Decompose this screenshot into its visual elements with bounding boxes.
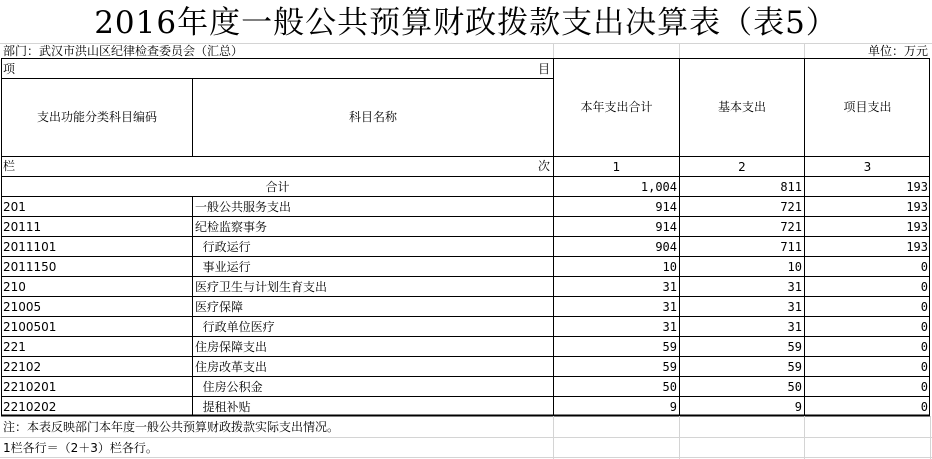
row-name: 医疗保障 bbox=[195, 300, 244, 314]
row-project: 0 bbox=[920, 300, 928, 314]
row-project: 193 bbox=[906, 240, 928, 254]
header-code-column: 支出功能分类科目编码 bbox=[36, 110, 157, 124]
row-name: 事业运行 bbox=[195, 260, 251, 274]
row-name: 住房保障支出 bbox=[195, 340, 268, 354]
row-project: 0 bbox=[920, 280, 928, 294]
row-project: 193 bbox=[906, 220, 928, 234]
total-row-total: 1,004 bbox=[640, 180, 677, 194]
column-index-2: 2 bbox=[738, 160, 746, 174]
row-basic: 50 bbox=[787, 380, 802, 394]
header-xiang: 项 bbox=[3, 62, 16, 76]
row-project: 0 bbox=[920, 320, 928, 334]
row-total: 9 bbox=[669, 400, 677, 414]
header-total-column: 本年支出合计 bbox=[580, 100, 653, 114]
row-name: 提租补贴 bbox=[195, 400, 251, 414]
header-lan: 栏 bbox=[3, 159, 16, 173]
row-basic: 59 bbox=[787, 340, 802, 354]
row-code: 22102 bbox=[3, 360, 42, 374]
row-basic: 721 bbox=[780, 220, 802, 234]
row-total: 914 bbox=[655, 200, 677, 214]
row-basic: 59 bbox=[787, 360, 802, 374]
row-total: 31 bbox=[662, 280, 677, 294]
header-project-column: 项目支出 bbox=[843, 100, 892, 114]
row-name: 医疗卫生与计划生育支出 bbox=[195, 280, 328, 294]
row-project: 0 bbox=[920, 380, 928, 394]
table-title: 2016年度一般公共预算财政拨款支出决算表（表5） bbox=[94, 5, 838, 41]
row-project: 0 bbox=[920, 340, 928, 354]
row-code: 201 bbox=[3, 200, 26, 214]
column-index-3: 3 bbox=[863, 160, 872, 174]
total-row-label: 合计 bbox=[265, 180, 290, 194]
row-total: 59 bbox=[662, 360, 677, 374]
unit-label: 单位：万元 bbox=[867, 44, 928, 58]
row-total: 904 bbox=[655, 240, 677, 254]
row-basic: 31 bbox=[787, 320, 802, 334]
row-code: 21005 bbox=[3, 300, 42, 314]
row-total: 10 bbox=[662, 260, 677, 274]
row-name: 一般公共服务支出 bbox=[195, 200, 292, 214]
row-name: 行政单位医疗 bbox=[195, 320, 275, 334]
row-code: 2011150 bbox=[3, 260, 57, 274]
row-total: 59 bbox=[662, 340, 677, 354]
row-code: 2011101 bbox=[3, 240, 57, 254]
total-row-project: 193 bbox=[906, 180, 928, 194]
row-total: 31 bbox=[662, 320, 677, 334]
row-basic: 711 bbox=[780, 240, 802, 254]
row-total: 31 bbox=[662, 300, 677, 314]
row-project: 0 bbox=[920, 260, 928, 274]
row-basic: 9 bbox=[794, 400, 802, 414]
row-project: 0 bbox=[920, 400, 928, 414]
row-name: 住房改革支出 bbox=[195, 360, 268, 374]
row-total: 50 bbox=[662, 380, 677, 394]
row-code: 20111 bbox=[3, 220, 42, 234]
department-label: 部门：武汉市洪山区纪律检查委员会（汇总） bbox=[3, 44, 244, 58]
header-ci: 次 bbox=[538, 159, 551, 173]
footnote-1: 注：本表反映部门本年度一般公共预算财政拨款实际支出情况。 bbox=[3, 420, 340, 434]
row-code: 210 bbox=[3, 280, 26, 294]
row-name: 纪检监察事务 bbox=[195, 220, 268, 234]
row-name: 行政运行 bbox=[195, 240, 251, 254]
footnote-2: 1栏各行＝（2＋3）栏各行。 bbox=[3, 441, 158, 455]
row-name: 住房公积金 bbox=[195, 380, 263, 394]
row-basic: 31 bbox=[787, 280, 802, 294]
row-basic: 10 bbox=[787, 260, 802, 274]
row-total: 914 bbox=[655, 220, 677, 234]
row-basic: 31 bbox=[787, 300, 802, 314]
row-code: 221 bbox=[3, 340, 26, 354]
row-code: 2210201 bbox=[3, 380, 57, 394]
header-basic-column: 基本支出 bbox=[717, 100, 766, 114]
row-project: 0 bbox=[920, 360, 928, 374]
column-index-1: 1 bbox=[612, 160, 621, 174]
header-mu: 目 bbox=[538, 62, 551, 76]
row-basic: 721 bbox=[780, 200, 802, 214]
row-project: 193 bbox=[906, 200, 928, 214]
row-code: 2100501 bbox=[3, 320, 57, 334]
header-name-column: 科目名称 bbox=[348, 110, 397, 124]
total-row-basic: 811 bbox=[780, 180, 802, 194]
row-code: 2210202 bbox=[3, 400, 57, 414]
